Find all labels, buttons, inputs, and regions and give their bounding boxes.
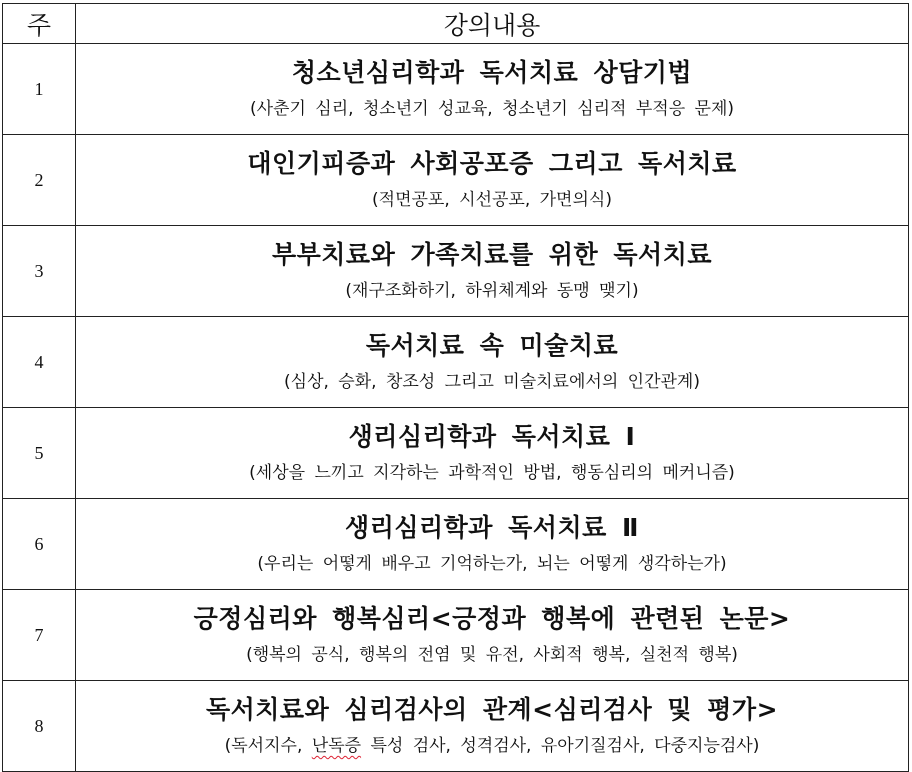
lecture-title: 생리심리학과 독서치료 Ⅱ xyxy=(345,513,639,542)
lecture-subtitle: (재구조화하기, 하위체계와 동맹 맺기) xyxy=(345,281,639,301)
table-row xyxy=(3,408,909,499)
lecture-title: 독서치료 속 미술치료 xyxy=(365,331,619,360)
content-column-header: 강의내용 xyxy=(76,4,909,44)
lecture-subtitle: (행복의 공식, 행복의 전염 및 유전, 사회적 행복, 실천적 행복) xyxy=(246,645,738,665)
week-column-header: 주 xyxy=(3,4,76,44)
lecture-title: 부부치료와 가족치료를 위한 독서치료 xyxy=(271,240,712,269)
lecture-subtitle: (우리는 어떻게 배우고 기억하는가, 뇌는 어떻게 생각하는가) xyxy=(257,554,727,574)
week-number: 4 xyxy=(3,317,76,408)
table-row xyxy=(3,590,909,681)
table-row xyxy=(3,226,909,317)
lecture-title: 대인기피증과 사회공포증 그리고 독서치료 xyxy=(247,149,737,178)
lecture-content xyxy=(76,135,909,226)
lecture-content xyxy=(76,317,909,408)
lecture-title: 청소년심리학과 독서치료 상담기법 xyxy=(291,58,693,87)
syllabus-table-wrapper xyxy=(2,3,909,772)
week-number: 1 xyxy=(3,44,76,135)
syllabus-table xyxy=(2,3,909,772)
lecture-title: 생리심리학과 독서치료 Ⅰ xyxy=(348,422,636,451)
week-number: 8 xyxy=(3,681,76,772)
table-row xyxy=(3,317,909,408)
week-number: 3 xyxy=(3,226,76,317)
lecture-subtitle: (사춘기 심리, 청소년기 성교육, 청소년기 심리적 부적응 문제) xyxy=(249,99,735,119)
week-number: 6 xyxy=(3,499,76,590)
lecture-content xyxy=(76,408,909,499)
lecture-content xyxy=(76,226,909,317)
week-number: 7 xyxy=(3,590,76,681)
lecture-title: 긍정심리와 행복심리<긍정과 행복에 관련된 논문> xyxy=(193,604,791,633)
table-row xyxy=(3,44,909,135)
subtitle-text: (독서지수, xyxy=(224,736,312,756)
lecture-subtitle: (심상, 승화, 창조성 그리고 미술치료에서의 인간관계) xyxy=(284,372,700,392)
lecture-content xyxy=(76,590,909,681)
lecture-subtitle: (세상을 느끼고 지각하는 과학적인 방법, 행동심리의 메커니즘) xyxy=(249,463,735,483)
lecture-subtitle xyxy=(76,735,908,757)
week-number: 2 xyxy=(3,135,76,226)
table-row xyxy=(3,681,909,772)
lecture-subtitle: (적면공포, 시선공포, 가면의식) xyxy=(372,190,612,210)
table-row xyxy=(3,499,909,590)
lecture-content xyxy=(76,499,909,590)
table-header-row xyxy=(3,4,909,44)
spellcheck-underlined-word: 난독증 xyxy=(311,736,362,756)
subtitle-text: 특성 검사, 성격검사, 유아기질검사, 다중지능검사) xyxy=(361,736,760,756)
week-number: 5 xyxy=(3,408,76,499)
lecture-title: 독서치료와 심리검사의 관계<심리검사 및 평가> xyxy=(205,695,779,724)
lecture-content xyxy=(76,681,909,772)
table-row xyxy=(3,135,909,226)
lecture-content xyxy=(76,44,909,135)
